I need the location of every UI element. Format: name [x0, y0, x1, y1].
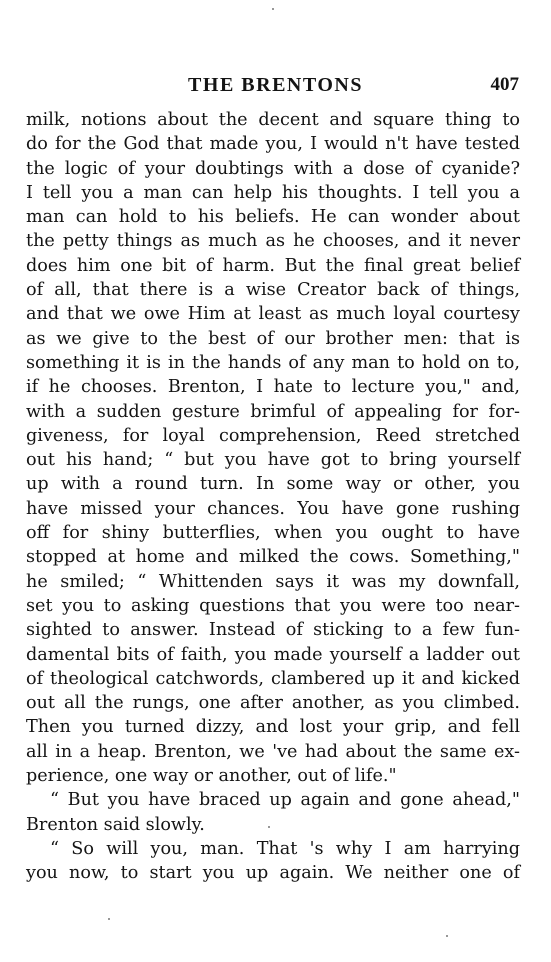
text-line: do for the God that made you, I would n't have tested	[26, 134, 520, 155]
scan-speck	[272, 8, 274, 10]
page-number: 407	[490, 74, 519, 95]
text-line: giveness, for loyal comprehension, Reed stretched	[26, 425, 520, 446]
text-line: out all the rungs, one after another, as you climbed.	[26, 693, 520, 714]
page-header	[0, 72, 551, 98]
text-line: have missed your chances. You have gone rushing	[26, 498, 520, 519]
text-line: and that we owe Him at least as much loyal courtesy	[26, 304, 520, 325]
scan-speck	[446, 935, 448, 937]
text-line: out his hand; “ but you have got to bring yourself	[26, 450, 520, 471]
scan-speck	[108, 918, 110, 920]
text-line: milk, notions about the decent and square thing to	[26, 110, 520, 130]
text-line: of all, that there is a wise Creator back of things,	[26, 280, 520, 301]
text-line: he smiled; “ Whittenden says it was my downfall,	[26, 571, 520, 592]
text-line: of theological catchwords, clambered up it and kicked	[26, 668, 520, 689]
text-line: the petty things as much as he chooses, and it never	[26, 231, 520, 252]
text-line: man can hold to his beliefs. He can wonder about	[26, 207, 520, 228]
text-line: up with a round turn. In some way or other, you	[26, 474, 520, 495]
text-line: set you to asking questions that you were too near-	[26, 595, 520, 616]
text-line: if he chooses. Brenton, I hate to lecture you," and,	[26, 377, 520, 398]
scan-speck	[268, 826, 270, 828]
text-line: damental bits of faith, you made yourself a ladder out	[26, 644, 520, 665]
text-line: off for shiny butterflies, when you ought to have	[26, 523, 520, 544]
text-line: “ So will you, man. That 's why I am harrying	[50, 838, 520, 859]
body-text	[26, 108, 520, 886]
text-line: does him one bit of harm. But the final great belief	[26, 255, 520, 276]
text-line: “ But you have braced up again and gone ahead,"	[50, 790, 520, 811]
text-line: Brenton said slowly.	[26, 814, 205, 835]
text-line: perience, one way or another, out of life."	[26, 766, 397, 787]
text-line: I tell you a man can help his thoughts. I tell you a	[26, 182, 520, 203]
text-line: as we give to the best of our brother men: that is	[26, 328, 520, 349]
text-line: something it is in the hands of any man to hold on to,	[26, 352, 520, 373]
text-line: all in a heap. Brenton, we 've had about the same ex-	[26, 741, 520, 762]
text-line: sighted to answer. Instead of sticking to a few fun-	[26, 620, 520, 641]
text-line: you now, to start you up again. We neither one of	[26, 863, 520, 884]
text-line: Then you turned dizzy, and lost your grip, and fell	[26, 717, 520, 738]
text-line: the logic of your doubtings with a dose of cyanide?	[26, 158, 520, 179]
running-title: THE BRENTONS	[188, 74, 363, 96]
text-line: stopped at home and milked the cows. Something,"	[26, 547, 520, 568]
text-line: with a sudden gesture brimful of appealing for for-	[26, 401, 520, 422]
